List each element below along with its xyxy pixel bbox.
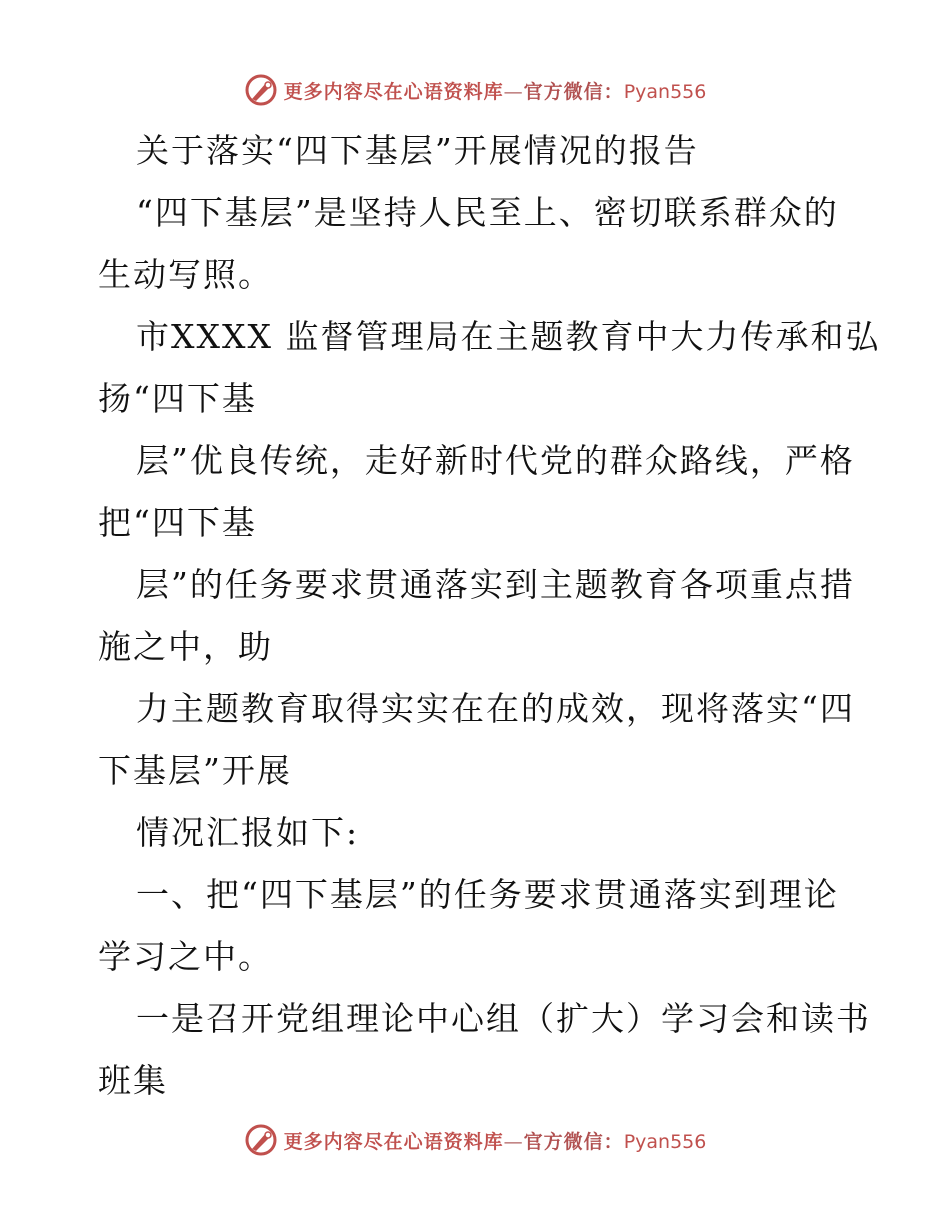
watermark-text (284, 77, 707, 104)
pen-logo-icon (244, 1123, 278, 1157)
text-line: 生动写照。 (98, 255, 273, 294)
document-body (98, 120, 881, 1112)
text-line: 层”的任务要求贯通落实到主题教育各项重点措 (136, 565, 855, 604)
watermark-wechat-id: Pyan556 (623, 80, 707, 103)
text-line: 把“四下基 (98, 503, 257, 542)
header-watermark (0, 70, 950, 110)
text-line: 市XXXX 监督管理局在主题教育中大力传承和弘 (136, 317, 881, 356)
watermark-wechat-id: Pyan556 (623, 1130, 707, 1153)
text-line: 一、把“四下基层”的任务要求贯通落实到理论 (136, 875, 839, 914)
text-line: 班集 (98, 1061, 168, 1100)
text-line: 施之中，助 (98, 627, 273, 666)
watermark-separator: — (503, 80, 524, 103)
watermark-separator: — (503, 1130, 524, 1153)
text-line: 一是召开党组理论中心组（扩大）学习会和读书 (136, 999, 871, 1038)
text-line: 下基层”开展 (98, 751, 292, 790)
text-line: 学习之中。 (98, 937, 273, 976)
text-line: 扬“四下基 (98, 379, 257, 418)
watermark-wechat-label: 官方微信： (523, 80, 624, 103)
watermark-wechat-label: 官方微信： (523, 1130, 624, 1153)
footer-watermark (0, 1120, 950, 1160)
pen-logo-icon (244, 73, 278, 107)
text-line: 情况汇报如下: (136, 813, 360, 852)
text-line: 层”优良传统，走好新时代党的群众路线，严格 (136, 441, 855, 480)
watermark-text (284, 1127, 707, 1154)
watermark-brand: 更多内容尽在心语资料库 (283, 80, 504, 103)
text-line: 力主题教育取得实实在在的成效，现将落实“四 (136, 689, 855, 728)
text-line: 关于落实“四下基层”开展情况的报告 (136, 131, 699, 170)
text-line: “四下基层”是坚持人民至上、密切联系群众的 (136, 193, 839, 232)
watermark-brand: 更多内容尽在心语资料库 (283, 1130, 504, 1153)
